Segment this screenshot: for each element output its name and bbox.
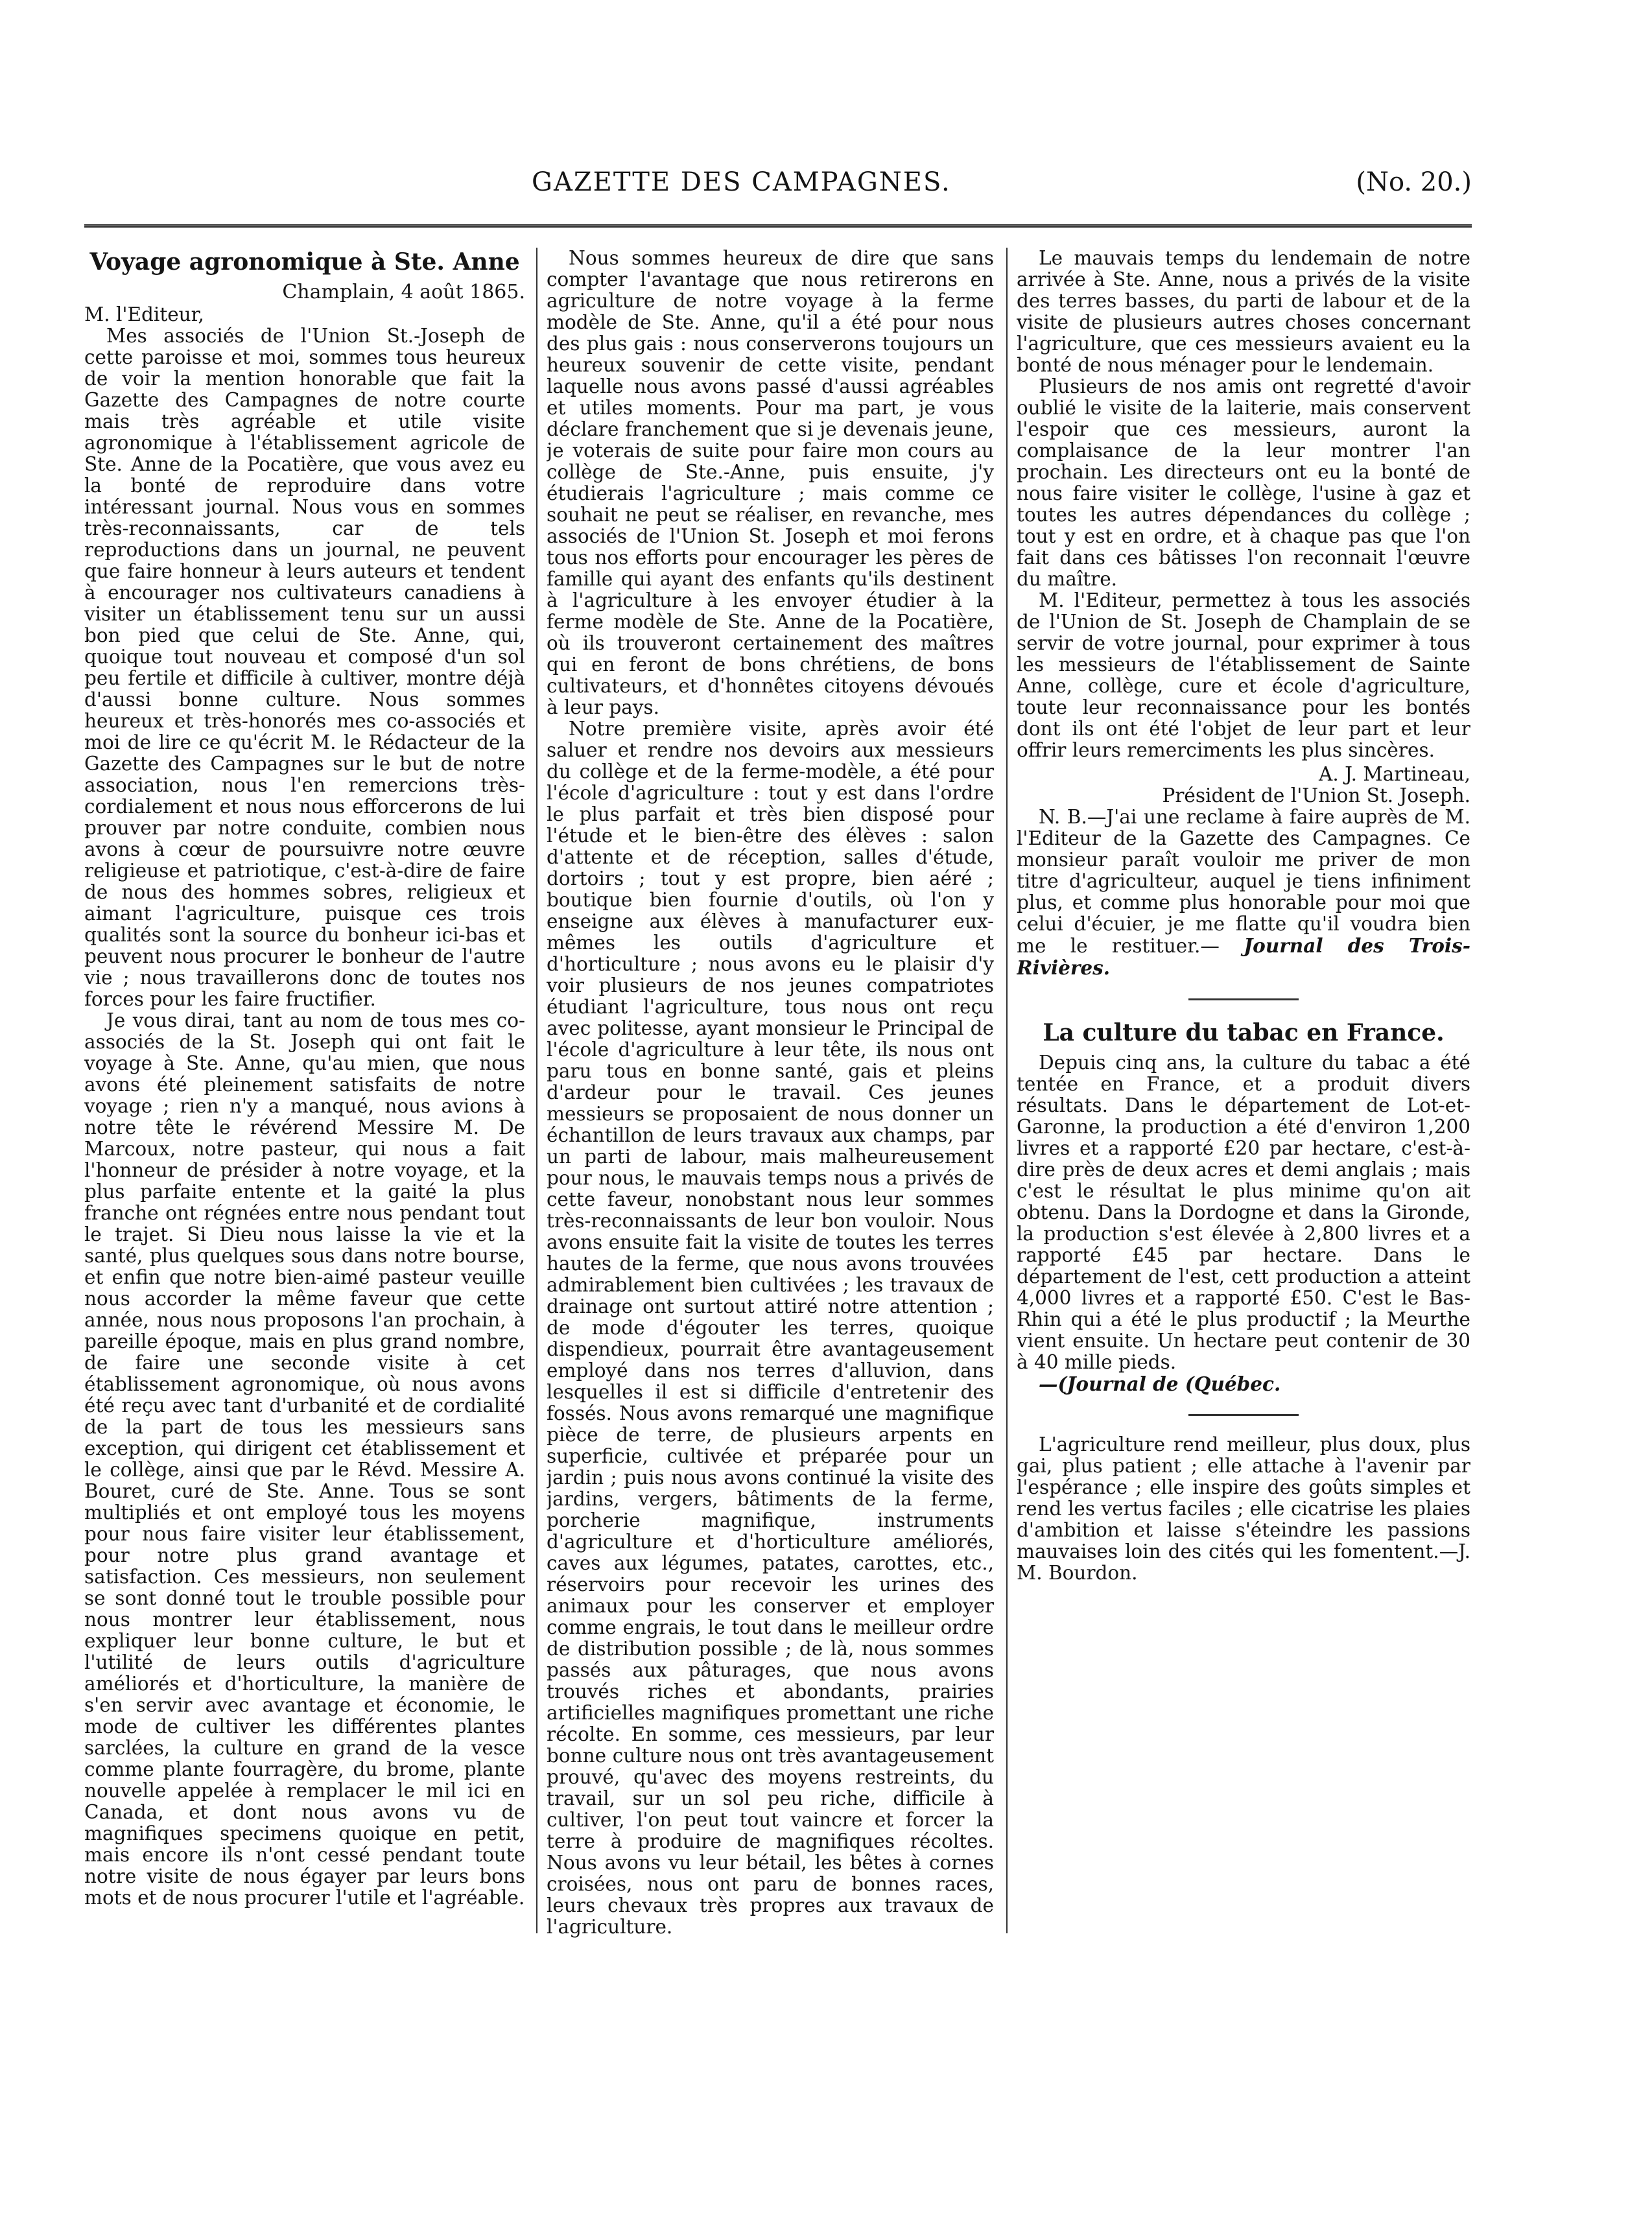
salutation: M. l'Editeur, — [84, 303, 204, 325]
article-title: La culture du tabac en France. — [1043, 1019, 1445, 1046]
note-text: N. B.—J'ai une reclame à faire auprès de M. l'Editeur de la Gazette des Campagnes. Ce monsieur paraît vouloir me priver de mon titre d'agriculteur, auquel je tiens infiniment plus, et comme plus honorable pour moi que celui d'écuier, je me flatte qu'il voudra bien me le restituer.— — [1017, 806, 1470, 957]
article-title: Voyage agronomique à Ste. Anne — [89, 248, 520, 276]
article-source: —(Journal de (Québec. — [1039, 1373, 1281, 1395]
paragraph: Plusieurs de nos amis ont regretté d'avoir oublié le visite de la laiterie, mais conservent l'espoir que ces messieurs, auront la complaisance de la leur montrer l'an prochain. Les directeurs ont eu la bonté de nous faire visiter le collège, l'usine à gaz et toutes les autres dépendances du collège ; tout y est en ordre, et à chaque pas que l'on fait dans ces bâtisses l'on reconnait l'œuvre du maître. — [1017, 375, 1470, 590]
column-1 — [84, 248, 525, 1946]
note-source: Journal des Trois-Rivières. — [1017, 934, 1470, 979]
dateline: Champlain, 4 août 1865. — [282, 281, 525, 303]
paragraph: Notre première visite, après avoir été saluer et rendre nos devoirs aux messieurs du collège et de la ferme-modèle, a été pour l'école d'agriculture : tout y est dans l'ordre le plus parfait et très bien disposé pour l'étude et le bien-être des élèves : salon d'attente et de réception, salles d'étude, dortoirs ; tout y est propre, bien aéré ; boutique bien fournie d'outils, où l'on y enseigne aux élèves à manufacturer eux-mêmes les outils d'agriculture et d'horticulture ; nous avons eu le plaisir d'y voir plusieurs de nos jeunes compatriotes étudiant l'agriculture, tous nous ont reçu avec politesse, ayant monsieur le Principal de l'école d'agriculture à leur tête, ils nous ont paru tous en bonne santé, gais et pleins d'ardeur pour le travail. Ces jeunes messieurs se proposaient de nous donner un échantillon de leurs travaux aux champs, par un parti de labour, mais malheureusement pour nous, le mauvais temps nous a privés de cette faveur, nonobstant nous leur sommes très-reconnaissants de leur bon vouloir. Nous avons ensuite fait la visite de toutes les terres hautes de la ferme, que nous avons trouvées admirablement bien cultivées ; les travaux de drainage ont surtout attiré notre attention ; de mode d'égouter les terres, quoique dispendieux, pourrait être avantageusement employé dans nos terres d'alluvion, dans lesquelles il est si difficile d'entretenir des fossés. Nous avons remarqué une magnifique pièce de terre, de plusieurs arpents en superficie, cultivée et préparée pour un jardin ; puis nous avons continué la visite des jardins, vergers, bâtiments de la ferme, porcherie magnifique, instruments d'agriculture et d'horticulture améliorés, caves aux légumes, patates, carottes, etc., réservoirs pour recevoir les urines des animaux pour les conserver et employer comme engrais, le tout dans le meilleur ordre de distribution possible ; de là, nous sommes passés aux pâturages, que nous avons trouvés riches et abondants, prairies artificielles magnifiques promettant une riche récolte. En somme, ces messieurs, par leur bonne culture nous ont très avantageusement prouvé, qu'avec des moyens restreints, du travail, sur un sol peu riche, difficile à cultiver, l'on peut tout vaincre et forcer la terre à produire de magnifiques récoltes. Nous avons vu leur bétail, les bêtes à cornes croisées, nous ont paru de bonnes races, leurs chevaux très propres aux travaux de l'agriculture. — [547, 718, 994, 1938]
note — [1017, 807, 1470, 979]
column-divider — [1006, 248, 1008, 1933]
paragraph: Le mauvais temps du lendemain de notre arrivée à Ste. Anne, nous a privés de la visite des terres basses, du parti de labour et de la visite de plusieurs autres choses concernant l'agriculture, que ces messieurs avaient eu la bonté de nous ménager pour le lendemain. — [1017, 248, 1470, 376]
signature-title: Président de l'Union St. Joseph. — [1162, 784, 1470, 807]
section-divider — [1188, 998, 1299, 1000]
paragraph: Je vous dirai, tant au nom de tous mes co-associés de la St. Joseph qui ont fait le voyage à Ste. Anne, qu'au mien, que nous avons été pleinement satisfaits de notre voyage ; rien n'y a manqué, nous avions à notre tête le révérend Messire M. De Marcoux, notre pasteur, qui nous a fait l'honneur de présider à notre voyage, et la plus parfaite entente et la gaité la plus franche ont régnées entre nous pendant tout le trajet. Si Dieu nous laisse la vie et la santé, plus quelques sous dans notre bourse, et enfin que notre bien-aimé pasteur veuille nous accorder la même faveur que cette année, nous nous proposons l'an prochain, à pareille époque, mais en plus grand nombre, de faire une seconde visite à cet établissement agronomique, où nous avons été reçu avec tant d'urbanité et de cordialité de la part de tous les messieurs sans exception, qui dirigent cet établissement et le collège, ainsi que par le Révd. Messire A. Bouret, curé de Ste. Anne. Tous se sont multipliés et ont employé tous les moyens pour nous faire visiter leur établissement, pour notre plus grand avantage et satisfaction. Ces messieurs, non seulement se sont donné tout le trouble possible pour nous montrer leur établissement, nous expliquer leur bonne culture, le but et l'utilité de leurs outils d'agriculture améliorés et d'horticulture, la manière de s'en servir avec avantage et économie, le mode de cultiver les différentes plantes sarclées, la culture en grand de la vesce comme plante fourragère, du brome, plante nouvelle appelée à remplacer le mil ici en Canada, et dont nous avons vu de magnifiques specimens quoique en petit, mais encore ils n'ont cessé pendant toute notre visite de nous égayer par leurs bons mots et de nous procurer l'utile et l'agréable. — [84, 1009, 525, 1909]
paragraph: M. l'Editeur, permettez à tous les associés de l'Union de St. Joseph de Champlain de se servir de votre journal, pour exprimer à tous les messieurs de l'établissement de Sainte Anne, collège, cure et école d'agriculture, toute leur reconnaissance pour les bontés dont ils ont été l'objet de leur part et leur offrir leurs remerciments les plus sincères. — [1017, 589, 1470, 761]
issue-number: (No. 20.) — [1356, 167, 1472, 197]
column-2 — [547, 248, 994, 1946]
page-header — [84, 167, 1472, 213]
quote-paragraph: L'agriculture rend meilleur, plus doux, plus gai, plus patient ; elle attache à l'avenir par l'espérance ; elle inspire des goûts simples et rend les vertus faciles ; elle cicatrise les plaies d'ambition et laisse s'éteindre les passions mauvaises loin des cités qui les fomentent.—J. M. Bourdon. — [1017, 1433, 1470, 1584]
column-3 — [1017, 248, 1470, 1946]
section-divider — [1188, 1414, 1299, 1416]
paragraph: Mes associés de l'Union St.-Joseph de cette paroisse et moi, sommes tous heureux de voir la mention honorable que fait la Gazette des Campagnes de notre courte mais très agréable et utile visite agronomique à l'établissement agricole de Ste. Anne de la Pocatière, que vous avez eu la bonté de reproduire dans votre intéressant journal. Nous vous en sommes très-reconnaissants, car de tels reproductions dans un journal, ne peuvent que faire honneur à leurs auteurs et tendent à encourager nos cultivateurs canadiens à visiter un établissement tenu sur un aussi bon pied que celui de Ste. Anne, qui, quoique tout nouveau et composé d'un sol peu fertile et difficile à cultiver, montre déjà d'aussi bonne culture. Nous sommes heureux et très-honorés mes co-associés et moi de lire ce qu'écrit M. le Rédacteur de la Gazette des Campagnes sur le but de notre association, nous l'en remercions très-cordialement et nous nous efforcerons de lui prouver par notre conduite, combien nous avons à cœur de poursuivre notre œuvre religieuse et patriotique, c'est-à-dire de faire de nous des hommes sobres, religieux et aimant l'agriculture, puisque ces trois qualités sont la source du bonheur ici-bas et peuvent nous procurer le bonheur de l'autre vie ; nous travaillerons donc de toutes nos forces pour les faire fructifier. — [84, 325, 525, 1010]
paragraph: Nous sommes heureux de dire que sans compter l'avantage que nous retirerons en agriculture de notre voyage à la ferme modèle de Ste. Anne, qu'il a été pour nous des plus gais : nous conserverons toujours un heureux souvenir de cette visite, pendant laquelle nous avons passé d'aussi agréables et utiles moments. Pour ma part, je vous déclare franchement que si je devenais jeune, je voterais de suite pour faire mon cours au collège de Ste.-Anne, puis ensuite, j'y étudierais l'agriculture ; mais comme ce souhait ne peut se réaliser, en revanche, mes associés de l'Union St. Joseph et moi ferons tous nos efforts pour encourager les pères de famille qui ayant des enfants qu'ils destinent à l'agriculture à les envoyer étudier à la ferme modèle de Ste. Anne de la Pocatière, où ils trouveront certainement des maîtres qui en feront de bons chrétiens, de bons cultivateurs, et d'honnêtes citoyens dévoués à leur pays. — [547, 248, 994, 718]
column-divider — [536, 248, 537, 1933]
newspaper-title: GAZETTE DES CAMPAGNES. — [532, 167, 951, 197]
paragraph: Depuis cinq ans, la culture du tabac a été tentée en France, et a produit divers résultats. Dans le département de Lot-et-Garonne, la production a été d'environ 1,200 livres et a rapporté £20 par hectare, c'est-à-dire près de deux acres et demi anglais ; mais c'est le résultat le plus minime qu'on ait obtenu. Dans la Dordogne et dans la Gironde, la production s'est élevée à 2,800 livres et a rapporté £45 par hectare. Dans le département de l'est, cett production a atteint 4,000 livres et a rapporté £50. C'est le Bas-Rhin qui a été le plus productif ; la Meurthe vient ensuite. Un hectare peut contenir de 30 à 40 mille pieds. — [1017, 1052, 1470, 1373]
signature: A. J. Martineau, — [1319, 763, 1470, 785]
header-rule — [84, 224, 1472, 228]
